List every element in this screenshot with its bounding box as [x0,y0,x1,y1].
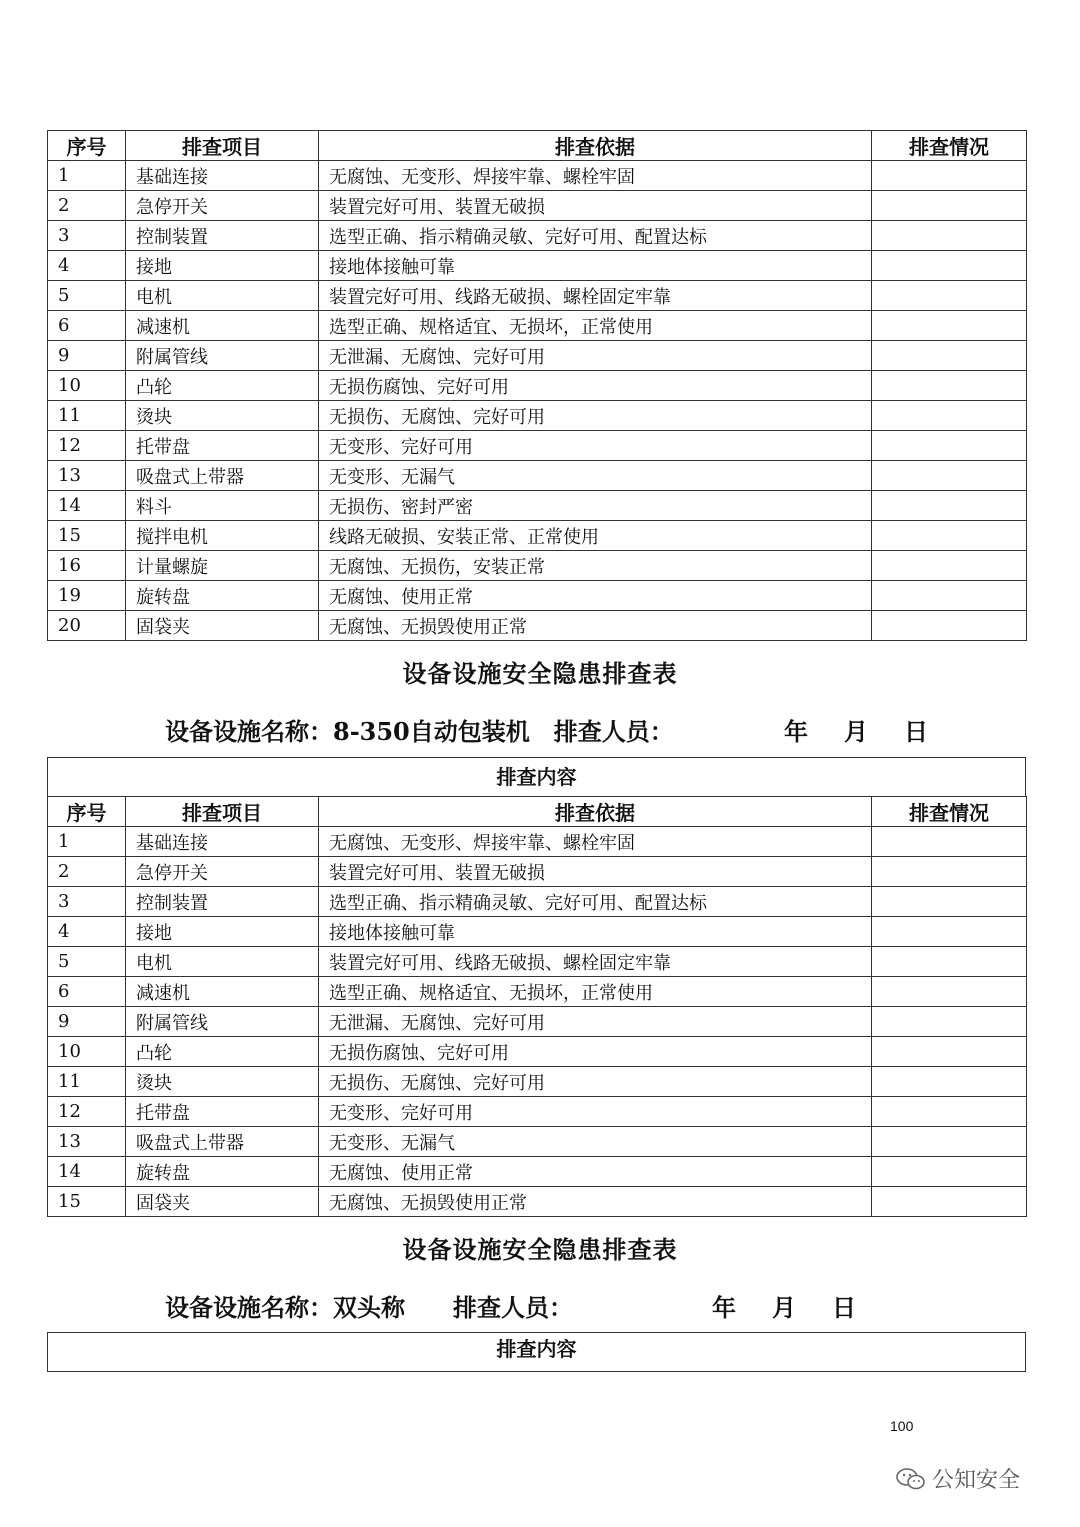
row-index: 6 [48,311,126,341]
row-index: 12 [48,1097,126,1127]
watermark [896,1463,1020,1494]
table-row [48,611,1027,641]
row-basis: 选型正确、指示精确灵敏、完好可用、配置达标 [319,221,872,251]
row-index: 10 [48,1037,126,1067]
row-basis: 无损伤、无腐蚀、完好可用 [319,1067,872,1097]
row-index: 5 [48,281,126,311]
table-row [48,221,1027,251]
row-index: 1 [48,827,126,857]
row-item: 搅拌电机 [126,521,319,551]
table-row [48,917,1027,947]
section-title: 设备设施安全隐患排查表 [402,659,678,688]
row-basis: 接地体接触可靠 [319,917,872,947]
table-row [48,431,1027,461]
row-basis: 无腐蚀、使用正常 [319,581,872,611]
row-basis: 接地体接触可靠 [319,251,872,281]
row-basis: 无变形、无漏气 [319,461,872,491]
row-basis: 选型正确、规格适宜、无损坏，正常使用 [319,311,872,341]
row-status [872,311,1027,341]
row-index: 11 [48,401,126,431]
row-basis: 选型正确、规格适宜、无损坏，正常使用 [319,977,872,1007]
table-row [48,581,1027,611]
row-index: 5 [48,947,126,977]
section-title: 设备设施安全隐患排查表 [402,1235,678,1264]
table-row [48,401,1027,431]
row-item: 托带盘 [126,1097,319,1127]
row-index: 15 [48,521,126,551]
row-index: 15 [48,1187,126,1217]
row-status [872,947,1027,977]
row-item: 减速机 [126,977,319,1007]
row-basis: 无损伤、无腐蚀、完好可用 [319,401,872,431]
row-status [872,461,1027,491]
row-item: 附属管线 [126,1007,319,1037]
row-status [872,161,1027,191]
row-status [872,371,1027,401]
table-row [48,161,1027,191]
row-item: 旋转盘 [126,581,319,611]
row-basis: 无变形、无漏气 [319,1127,872,1157]
row-status [872,251,1027,281]
table-row [48,491,1027,521]
row-status [872,1097,1027,1127]
col-header-status: 排查情况 [872,131,1027,161]
row-status [872,491,1027,521]
row-item: 旋转盘 [126,1157,319,1187]
row-item: 计量螺旋 [126,551,319,581]
table-header-row [48,131,1027,161]
row-basis: 无腐蚀、使用正常 [319,1157,872,1187]
row-basis: 装置完好可用、装置无破损 [319,191,872,221]
row-basis: 无损伤、密封严密 [319,491,872,521]
row-item: 控制装置 [126,221,319,251]
row-item: 凸轮 [126,1037,319,1067]
table-header-row [48,797,1027,827]
row-item: 急停开关 [126,191,319,221]
row-index: 4 [48,251,126,281]
row-basis: 无腐蚀、无损毁使用正常 [319,611,872,641]
row-index: 13 [48,461,126,491]
row-status [872,401,1027,431]
page-number: 100 [890,1418,914,1434]
col-header-status: 排查情况 [872,797,1027,827]
row-item: 料斗 [126,491,319,521]
row-basis: 无损伤腐蚀、完好可用 [319,371,872,401]
row-item: 附属管线 [126,341,319,371]
row-status [872,1007,1027,1037]
table-row [48,857,1027,887]
row-status [872,431,1027,461]
table-row [48,1187,1027,1217]
row-basis: 无变形、完好可用 [319,431,872,461]
table-row [48,311,1027,341]
table-row [48,371,1027,401]
table-row [48,461,1027,491]
row-item: 减速机 [126,311,319,341]
row-status [872,581,1027,611]
table-row [48,977,1027,1007]
row-item: 接地 [126,917,319,947]
row-item: 烫块 [126,401,319,431]
row-status [872,1187,1027,1217]
content-header: 排查内容 [47,757,1026,797]
row-status [872,887,1027,917]
row-index: 10 [48,371,126,401]
row-status [872,1067,1027,1097]
facility-name-line: 设备设施名称：8-350自动包装机 排查人员： [165,717,674,746]
table-row [48,947,1027,977]
col-header-basis: 排查依据 [319,797,872,827]
row-item: 接地 [126,251,319,281]
col-header-index: 序号 [48,131,126,161]
table-body [48,161,1027,641]
table-body [48,827,1027,1217]
row-index: 20 [48,611,126,641]
table-row [48,1007,1027,1037]
row-item: 吸盘式上带器 [126,461,319,491]
inspection-table-1 [47,130,1027,641]
row-basis: 装置完好可用、装置无破损 [319,857,872,887]
table-row [48,341,1027,371]
table-row [48,251,1027,281]
row-item: 急停开关 [126,857,319,887]
row-item: 固袋夹 [126,1187,319,1217]
row-status [872,611,1027,641]
row-item: 凸轮 [126,371,319,401]
row-basis: 无腐蚀、无损毁使用正常 [319,1187,872,1217]
row-basis: 无泄漏、无腐蚀、完好可用 [319,1007,872,1037]
row-index: 14 [48,491,126,521]
wechat-icon [896,1467,926,1491]
row-item: 电机 [126,947,319,977]
row-index: 13 [48,1127,126,1157]
row-status [872,551,1027,581]
row-index: 1 [48,161,126,191]
row-basis: 无变形、完好可用 [319,1097,872,1127]
row-status [872,1157,1027,1187]
row-status [872,827,1027,857]
row-status [872,977,1027,1007]
row-index: 11 [48,1067,126,1097]
table-row [48,521,1027,551]
row-index: 2 [48,857,126,887]
table-row [48,1067,1027,1097]
row-item: 基础连接 [126,161,319,191]
table-row [48,281,1027,311]
row-status [872,281,1027,311]
table-row [48,551,1027,581]
row-index: 14 [48,1157,126,1187]
watermark-text: 公知安全 [932,1467,1021,1492]
row-index: 19 [48,581,126,611]
row-basis: 选型正确、指示精确灵敏、完好可用、配置达标 [319,887,872,917]
row-item: 电机 [126,281,319,311]
inspection-table-2 [47,796,1027,1217]
row-basis: 线路无破损、安装正常、正常使用 [319,521,872,551]
row-status [872,521,1027,551]
row-item: 托带盘 [126,431,319,461]
row-basis: 无腐蚀、无变形、焊接牢靠、螺栓牢固 [319,161,872,191]
date-line: 年 月 日 [712,1293,862,1322]
row-index: 4 [48,917,126,947]
row-basis: 无腐蚀、无损伤，安装正常 [319,551,872,581]
col-header-index: 序号 [48,797,126,827]
row-status [872,341,1027,371]
col-header-item: 排查项目 [126,797,319,827]
row-item: 控制装置 [126,887,319,917]
table-row [48,191,1027,221]
row-index: 16 [48,551,126,581]
row-basis: 无腐蚀、无变形、焊接牢靠、螺栓牢固 [319,827,872,857]
row-item: 基础连接 [126,827,319,857]
row-index: 9 [48,1007,126,1037]
col-header-basis: 排查依据 [319,131,872,161]
row-status [872,191,1027,221]
row-index: 2 [48,191,126,221]
row-basis: 无损伤腐蚀、完好可用 [319,1037,872,1067]
row-status [872,857,1027,887]
row-item: 固袋夹 [126,611,319,641]
row-index: 3 [48,221,126,251]
row-status [872,1037,1027,1067]
row-basis: 无泄漏、无腐蚀、完好可用 [319,341,872,371]
row-basis: 装置完好可用、线路无破损、螺栓固定牢靠 [319,281,872,311]
row-basis: 装置完好可用、线路无破损、螺栓固定牢靠 [319,947,872,977]
table-row [48,1127,1027,1157]
table-row [48,1097,1027,1127]
row-item: 烫块 [126,1067,319,1097]
row-index: 6 [48,977,126,1007]
date-line: 年 月 日 [784,717,934,746]
table-row [48,1157,1027,1187]
row-index: 3 [48,887,126,917]
row-index: 12 [48,431,126,461]
table-row [48,887,1027,917]
row-index: 9 [48,341,126,371]
table-row [48,827,1027,857]
table-row [48,1037,1027,1067]
col-header-item: 排查项目 [126,131,319,161]
row-status [872,917,1027,947]
row-item: 吸盘式上带器 [126,1127,319,1157]
row-status [872,1127,1027,1157]
facility-name-line: 设备设施名称：双头称 排查人员： [165,1293,573,1322]
row-status [872,221,1027,251]
content-header: 排查内容 [47,1332,1026,1372]
